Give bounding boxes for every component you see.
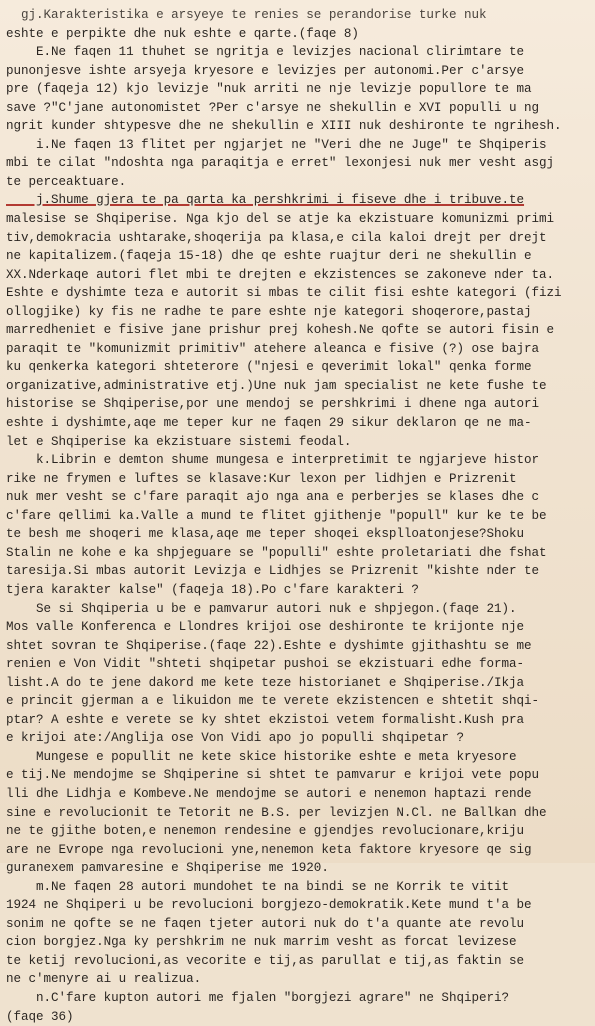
text-line: e tij.Ne mendojme se Shqiperine si shtet te pamvarur e krijoi vete popu <box>6 768 540 783</box>
text-line: ngrit kunder shtypesve dhe ne shekullin e XIII nuk deshironte te ngrihesh. <box>6 119 562 134</box>
text-line: c'fare qellimi ka.Valle a mund te flitet gjithenje "popull" kur ke te be <box>6 508 547 523</box>
text-line: rike ne frymen e luftes se klasave:Kur lexon per lidhjen e Prizrenit <box>6 471 517 486</box>
text-line: te perceaktuare. <box>6 174 127 189</box>
text-line: organizative,administrative etj.)Une nuk jam specialist ne kete fushe te <box>6 378 547 393</box>
text-line: n.C'fare kupton autori me fjalen "borgjezi agrare" ne Shqiperi? <box>6 990 510 1005</box>
text-line: ne c'menyre ai u realizua. <box>6 972 202 987</box>
text-line: nuk mer vesht se c'fare paraqit ajo nga ana e perberjes se klases dhe c <box>6 490 540 505</box>
text-line: e krijoi ate:/Anglija ose Von Vidi apo jo populli shqipetar ? <box>6 731 464 746</box>
text-line: tiv,demokracia ushtarake,shoqerija pa klasa,e cila kaloi drejt per drejt <box>6 230 547 245</box>
text-line: ptar? A eshte e verete se ky shtet ekzistoi vetem formalisht.Kush pra <box>6 712 525 727</box>
text-line: renien e Von Vidit "shteti shqipetar pushoi se ekzistuari edhe forma- <box>6 657 525 672</box>
underlined-text-line: j.Shume gjera te pa qarta ka pershkrimi i fiseve dhe i tribuve.te <box>6 193 525 208</box>
text-line: sine e revolucionit te Tetorit ne B.S. per levizjen N.Cl. ne Ballkan dhe <box>6 805 547 820</box>
text-line: pre (faqeja 12) kjo levizje "nuk arriti ne nje levizje popullore te ma <box>6 82 532 97</box>
text-line: guranexem pamvaresine e Shqiperise me 1920. <box>6 861 329 876</box>
text-line: mbi te cilat "ndoshta nga paraqitja e erret" lexonjesi nuk mer vesht asgj <box>6 156 555 171</box>
text-line: paraqit te "komunizmit primitiv" atehere aleanca e fisive (?) ose bajra <box>6 341 540 356</box>
text-line: gj.Karakteristika e arsyeye te renies se perandorise turke nuk <box>6 8 487 22</box>
text-line: eshte i dyshimte,aqe me teper kur ne faqen 29 sikur deklaron qe ne ma- <box>6 416 532 431</box>
text-line: lisht.A do te jene dakord me kete teze historianet e Shqiperise./Ikja <box>6 675 525 690</box>
text-line: shtet sovran te Shqiperise.(faqe 22).Eshte e dyshimte gjithashtu se me <box>6 638 532 653</box>
text-line: e princit gjerman a e likuidon me te verete ekzistencen e shtetit shqi- <box>6 694 540 709</box>
text-line: ollogjike) ky fis ne radhe te pare eshte nje kategori shoqerore,pastaj <box>6 304 532 319</box>
text-line: te besh me shoqeri me klasa,aqe me teper shoqei eksplloatonjese?Shoku <box>6 527 525 542</box>
text-line: taresija.Si mbas autorit Levizja e Lidhjes se Prizrenit "kishte nder te <box>6 564 540 579</box>
text-line: punonjesve ishte arsyeja kryesore e levizjes per autonomi.Per c'arsye <box>6 63 525 78</box>
text-line: malesise se Shqiperise. Nga kjo del se atje ka ekzistuare komunizmi primi <box>6 212 555 227</box>
text-line: (faqe 36) <box>6 1009 74 1024</box>
text-line: sonim ne qofte se ne faqen tjeter autori nuk do t'a quante ate revolu <box>6 916 525 931</box>
text-line: marredheniet e fisive jane prishur prej kohesh.Ne qofte se autori fisin e <box>6 323 555 338</box>
text-line: Mungese e popullit ne kete skice historike eshte e meta kryesore <box>6 749 517 764</box>
text-line: Eshte e dyshimte teza e autorit si mbas te cilit fisi eshte kategori (fizi <box>6 286 562 301</box>
text-line: ku qenkerka kategori shteterore ("njesi e qeverimit lokal" qenka forme <box>6 360 532 375</box>
text-line: cion borgjez.Nga ky pershkrim ne nuk marrim vesht as forcat levizese <box>6 935 517 950</box>
text-line: m.Ne faqen 28 autori mundohet te na bindi se ne Korrik te vitit <box>6 879 510 894</box>
text-line: Stalin ne kohe e ka shpjeguare se "populli" eshte proletariati dhe fshat <box>6 545 547 560</box>
text-line: ne te gjithe boten,e nenemon rendesine e gjendjes revolucionare,kriju <box>6 824 525 839</box>
text-line: 1924 ne Shqiperi u be revolucioni borgjezo-demokratik.Kete mund t'a be <box>6 898 532 913</box>
text-line: eshte e perpikte dhe nuk eshte e qarte.(faqe 8) <box>6 26 359 41</box>
text-line: are ne Evrope nga revolucioni yne,nenemon keta faktore kryesore qe sig <box>6 842 532 857</box>
text-line: lli dhe Lidhja e Kombeve.Ne mendojme se autori e nenemon haptazi rende <box>6 786 532 801</box>
text-line: historise se Shqiperise,por une mendoj se pershkrimi i dhene nga autori <box>6 397 540 412</box>
text-line: Mos valle Konferenca e Llondres krijoi ose deshironte te krijonte nje <box>6 620 525 635</box>
text-line: k.Librin e demton shume mungesa e interpretimit te ngjarjeve histor <box>6 453 540 468</box>
text-line: Se si Shqiperia u be e pamvarur autori nuk e shpjegon.(faqe 21). <box>6 601 517 616</box>
text-line: let e Shqiperise ka ekzistuare sistemi feodal. <box>6 434 352 449</box>
text-line: XX.Nderkaqe autori flet mbi te drejten e ekzistences se zakoneve nder ta. <box>6 267 555 282</box>
text-line: save ?"C'jane autonomistet ?Per c'arsye ne shekullin e XVI populli u ng <box>6 100 540 115</box>
text-line: i.Ne faqen 13 flitet per ngjarjet ne "Veri dhe ne Juge" te Shqiperis <box>6 137 547 152</box>
text-line: E.Ne faqen 11 thuhet se ngritja e levizjes nacional clirimtare te <box>6 45 525 60</box>
text-line: te ketij revolucioni,as vecorite e tij,as parullat e tij,as faktin se <box>6 953 525 968</box>
text-line: ne kapitalizem.(faqeja 15-18) dhe qe eshte ruajtur deri ne shekullin e <box>6 249 532 264</box>
text-line: tjera karakter kalse" (faqeja 18).Po c'fare karakteri ? <box>6 582 419 597</box>
